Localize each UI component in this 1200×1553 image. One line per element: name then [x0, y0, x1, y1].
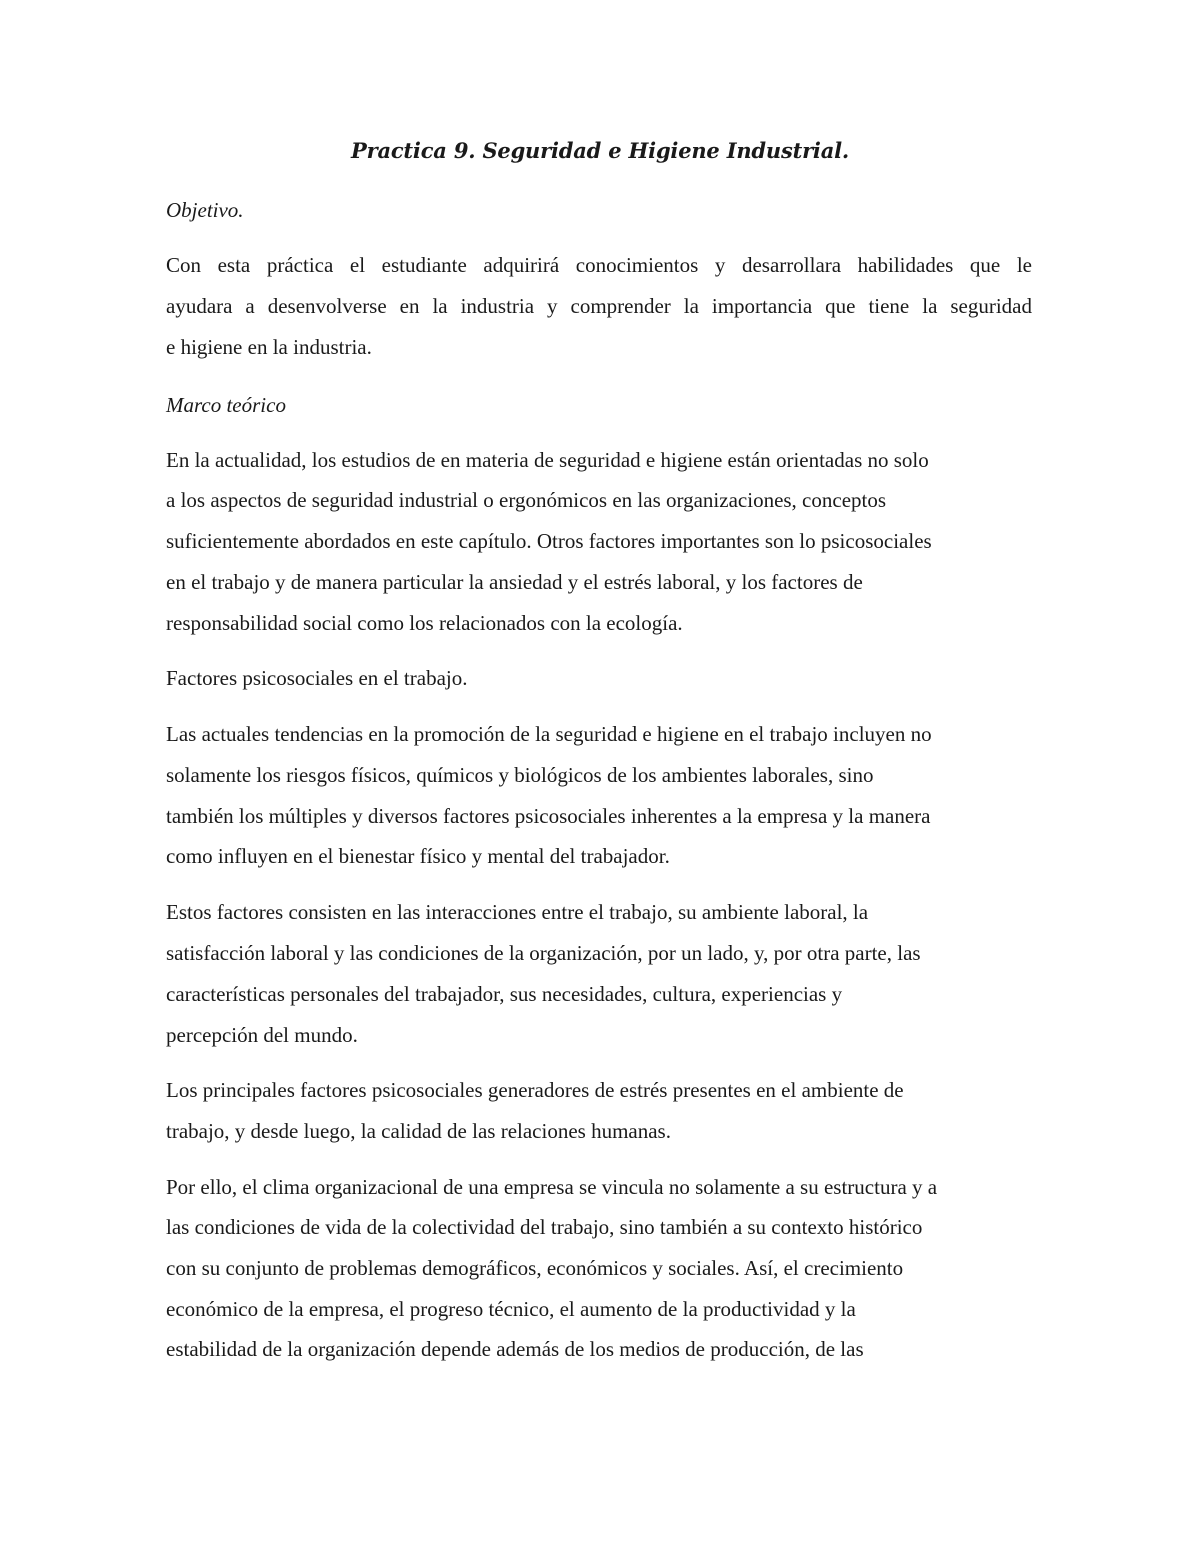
text-line: En la actualidad, los estudios de en materia de seguridad e higiene están orientadas no solo	[166, 448, 929, 472]
text-line: solamente los riesgos físicos, químicos y biológicos de los ambientes laborales, sino	[166, 763, 874, 787]
text-line: características personales del trabajador, sus necesidades, cultura, experiencias y	[166, 982, 843, 1006]
text-line: Los principales factores psicosociales generadores de estrés presentes en el ambiente de	[166, 1078, 904, 1102]
text-line: trabajo, y desde luego, la calidad de las relaciones humanas.	[166, 1119, 671, 1143]
text-line: en el trabajo y de manera particular la ansiedad y el estrés laboral, y los factores de	[166, 570, 863, 594]
text-line	[166, 255, 1032, 276]
text-line: también los múltiples y diversos factores psicosociales inherentes a la empresa y la manera	[166, 804, 931, 828]
text-line: a los aspectos de seguridad industrial o ergonómicos en las organizaciones, conceptos	[166, 488, 887, 512]
text-line: las condiciones de vida de la colectividad del trabajo, sino también a su contexto histórico	[166, 1215, 923, 1239]
text-line	[166, 296, 1032, 317]
text-line: Las actuales tendencias en la promoción de la seguridad e higiene en el trabajo incluyen no	[166, 722, 932, 746]
text-line: e higiene en la industria.	[166, 335, 372, 359]
text-line: estabilidad de la organización depende además de los medios de producción, de las	[166, 1337, 864, 1361]
text-line: Factores psicosociales en el trabajo.	[166, 666, 468, 690]
section-heading-objetivo: Objetivo.	[166, 198, 244, 222]
text-line: económico de la empresa, el progreso técnico, el aumento de la productividad y la	[166, 1297, 856, 1321]
text-line: Estos factores consisten en las interacciones entre el trabajo, su ambiente laboral, la	[166, 900, 869, 924]
text-line: satisfacción laboral y las condiciones de la organización, por un lado, y, por otra parte, las	[166, 941, 921, 965]
text-line: suficientemente abordados en este capítulo. Otros factores importantes son lo psicosociales	[166, 529, 932, 553]
section-heading-marco-teorico: Marco teórico	[166, 393, 286, 417]
text-line: responsabilidad social como los relacionados con la ecología.	[166, 611, 683, 635]
document-title: Practica 9. Seguridad e Higiene Industrial.	[350, 138, 850, 163]
text-line: percepción del mundo.	[166, 1023, 358, 1047]
text-line-content: ayudara a desenvolverse en la industria y comprender la importancia que tiene la seguridad	[166, 294, 1032, 318]
text-line: como influyen en el bienestar físico y mental del trabajador.	[166, 844, 670, 868]
text-line: con su conjunto de problemas demográficos, económicos y sociales. Así, el crecimiento	[166, 1256, 904, 1280]
text-line: Por ello, el clima organizacional de una empresa se vincula no solamente a su estructura y a	[166, 1175, 938, 1199]
text-line-content: Con esta práctica el estudiante adquirirá conocimientos y desarrollara habilidades que le	[166, 253, 1032, 277]
